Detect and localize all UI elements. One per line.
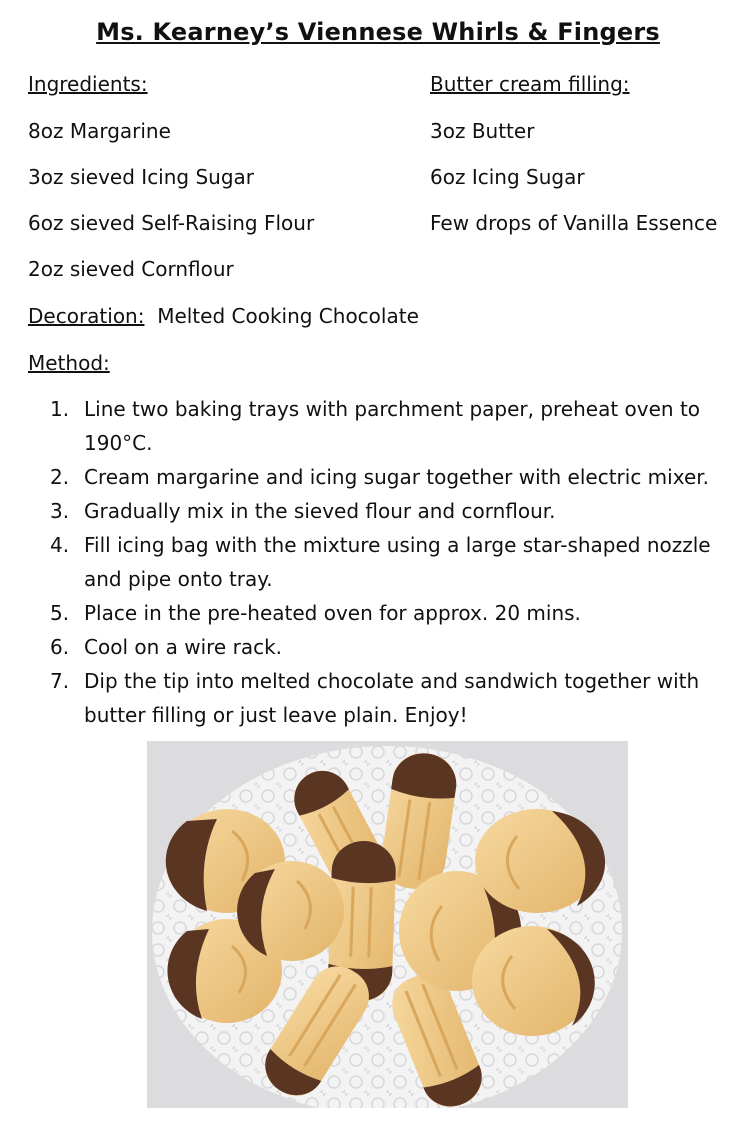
filling-item: 6oz Icing Sugar [430,165,585,189]
ingredients-heading: Ingredients: [28,72,148,96]
step-number: 7. [50,669,70,693]
method-list [28,392,748,732]
filling-heading: Butter cream filling: [430,72,630,96]
step-text: Gradually mix in the sieved flour and cornflour. [84,499,556,523]
ingredient-item: 6oz sieved Self-Raising Flour [28,211,315,235]
filling-item: 3oz Butter [430,119,535,143]
biscuit-whirl [237,861,344,961]
step-number: 4. [50,533,70,557]
step-text: Fill icing bag with the mixture using a large star-shaped nozzle and pipe onto tray. [84,533,711,591]
decoration-text: Melted Cooking Chocolate [157,304,419,328]
ingredient-item: 8oz Margarine [28,119,171,143]
step-text: Line two baking trays with parchment paper, preheat oven to 190°C. [84,397,701,455]
step-number: 1. [50,397,70,421]
method-heading: Method: [28,351,110,375]
biscuits-illustration [147,741,628,1108]
method-step [28,494,748,528]
ingredient-item: 2oz sieved Cornflour [28,257,234,281]
method-step [28,596,748,630]
step-number: 6. [50,635,70,659]
step-number: 2. [50,465,70,489]
step-number: 5. [50,601,70,625]
biscuit-whirl [475,809,605,913]
step-text: Dip the tip into melted chocolate and sandwich together with butter filling or just leave plain. Enjoy! [84,669,700,727]
method-step [28,664,748,732]
recipe-title: Ms. Kearney’s Viennese Whirls & Fingers [96,18,660,46]
decoration-heading: Decoration: [28,304,145,328]
step-text: Place in the pre-heated oven for approx. 20 mins. [84,601,581,625]
filling-item: Few drops of Vanilla Essence [430,211,718,235]
method-step [28,528,748,596]
method-step [28,460,748,494]
step-text: Cool on a wire rack. [84,635,283,659]
method-step [28,392,748,460]
biscuits-photo [147,741,628,1108]
step-text: Cream margarine and icing sugar together with electric mixer. [84,465,709,489]
decoration-line [28,304,419,328]
step-number: 3. [50,499,70,523]
method-step [28,630,748,664]
ingredient-item: 3oz sieved Icing Sugar [28,165,255,189]
